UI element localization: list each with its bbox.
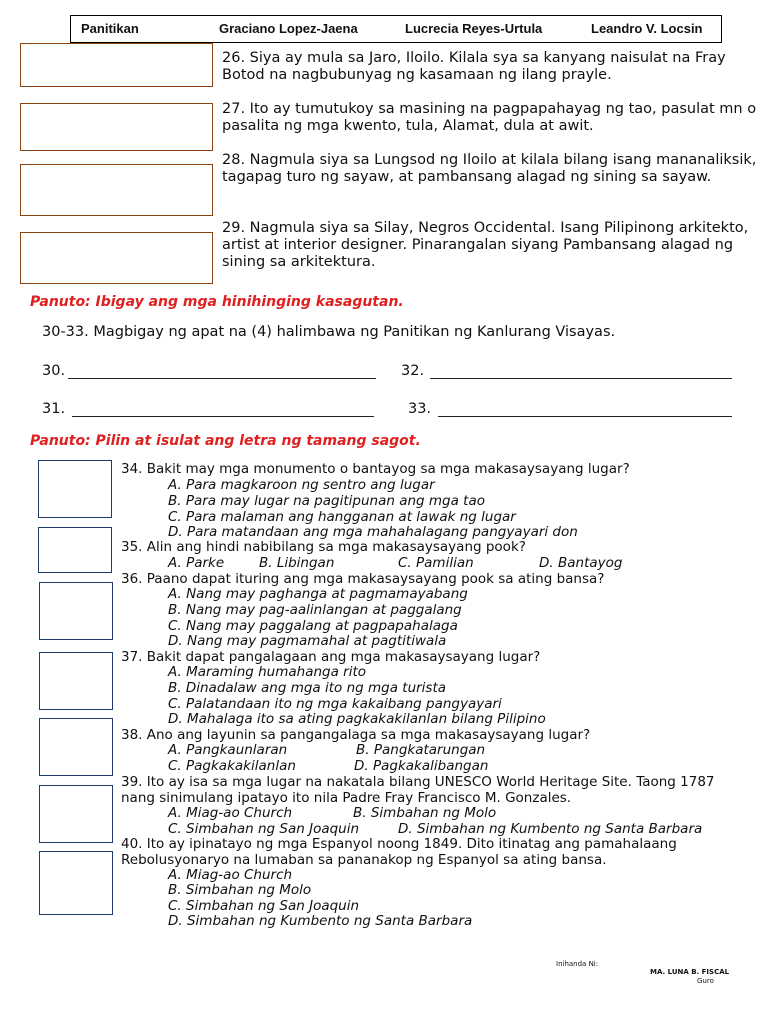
q35-option-c: C. Pamilian — [398, 555, 474, 571]
answer-box-35[interactable] — [38, 527, 112, 573]
answer-box-38[interactable] — [39, 718, 113, 776]
question-27: 27. Ito ay tumutukoy sa masining na pagpapahayag ng tao, pasulat mn o pasalita ng mga kwento, tula, Alamat, dula at awit. — [222, 101, 757, 134]
question-39: 39. Ito ay isa sa mga lugar na nakatala bilang UNESCO World Heritage Site. Taong 1787 nang sinimulang ipatayo ito nila Padre Fray Francisco M. Gonzales. — [121, 774, 715, 806]
question-38: 38. Ano ang layunin sa pangangalaga sa mga makasaysayang lugar? — [121, 727, 591, 743]
q34-option-c: C. Para malaman ang hangganan at lawak ng lugar — [168, 509, 516, 525]
choice-locsin: Leandro V. Locsin — [591, 21, 703, 36]
q40-option-c: C. Simbahan ng San Joaquin — [168, 898, 360, 914]
question-40: 40. Ito ay ipinatayo ng mga Espanyol noong 1849. Dito itinatag ang pamahalaang Rebolusyonaryo na lumaban sa pananakop ng Espanyol sa ating bansa. — [121, 836, 677, 868]
q35-option-b: B. Libingan — [259, 555, 335, 571]
blank-line-32[interactable] — [430, 378, 732, 379]
instruction-2: Panuto: Pilin at isulat ang letra ng tamang sagot. — [30, 433, 421, 449]
question-37: 37. Bakit dapat pangalagaan ang mga makasaysayang lugar? — [121, 649, 541, 665]
q34-option-a: A. Para magkaroon ng sentro ang lugar — [168, 477, 435, 493]
q36-option-c: C. Nang may paggalang at pagpapahalaga — [168, 618, 458, 634]
q36-option-d: D. Nang may pagmamahal at pagtitiwala — [168, 633, 447, 649]
q37-option-d: D. Mahalaga ito sa ating pagkakakilanlan bilang Pilipino — [168, 711, 546, 727]
blank-line-33[interactable] — [438, 416, 732, 417]
q39-option-c: C. Simbahan ng San Joaquin — [168, 821, 360, 837]
choice-lopez-jaena: Graciano Lopez-Jaena — [219, 21, 358, 36]
q39-option-b: B. Simbahan ng Molo — [353, 805, 497, 821]
question-28: 28. Nagmula siya sa Lungsod ng Iloilo at kilala bilang isang mananaliksik, tagapag turo ng sayaw, at pambansang alagad ng sining sa sayaw. — [222, 152, 757, 185]
answer-box-36[interactable] — [39, 582, 113, 640]
blank-label-33: 33. — [408, 401, 432, 417]
answer-box-37[interactable] — [39, 652, 113, 710]
answer-box-28[interactable] — [20, 164, 213, 216]
q37-option-b: B. Dinadalaw ang mga ito ng mga turista — [168, 680, 447, 696]
answer-box-40[interactable] — [39, 851, 113, 915]
q34-option-d: D. Para matandaan ang mga mahahalagang pangyayari don — [168, 524, 578, 540]
q40-option-a: A. Miag-ao Church — [168, 867, 293, 883]
answer-box-29[interactable] — [20, 232, 213, 284]
question-35: 35. Alin ang hindi nabibilang sa mga makasaysayang pook? — [121, 539, 526, 555]
answer-box-27[interactable] — [20, 103, 213, 151]
q39-option-a: A. Miag-ao Church — [168, 805, 293, 821]
q39-option-d: D. Simbahan ng Kumbento ng Santa Barbara — [398, 821, 703, 837]
q38-option-d: D. Pagkakalibangan — [354, 758, 489, 774]
answer-box-39[interactable] — [39, 785, 113, 843]
q37-option-a: A. Maraming humahanga rito — [168, 664, 367, 680]
blank-line-30[interactable] — [68, 378, 376, 379]
q40-option-d: D. Simbahan ng Kumbento ng Santa Barbara — [168, 913, 473, 929]
q38-option-a: A. Pangkaunlaran — [168, 742, 288, 758]
q37-option-c: C. Palatandaan ito ng mga kakaibang pangyayari — [168, 696, 502, 712]
instruction-1: Panuto: Ibigay ang mga hinihinging kasagutan. — [30, 294, 404, 310]
answer-box-26[interactable] — [20, 43, 213, 87]
q35-option-d: D. Bantayog — [539, 555, 623, 571]
choice-reyes-urtula: Lucrecia Reyes-Urtula — [405, 21, 543, 36]
question-36: 36. Paano dapat ituring ang mga makasaysayang pook sa ating bansa? — [121, 571, 605, 587]
q36-option-a: A. Nang may paghanga at pagmamayabang — [168, 586, 468, 602]
choices-header — [70, 15, 722, 43]
blank-label-32: 32. — [401, 363, 425, 379]
q35-option-a: A. Parke — [168, 555, 225, 571]
question-29: 29. Nagmula siya sa Silay, Negros Occidental. Isang Pilipinong arkitekto, artist at interior designer. Pinarangalan siyang Pambansang alagad ng sining sa arkitektura. — [222, 220, 749, 270]
q40-option-b: B. Simbahan ng Molo — [168, 882, 312, 898]
choice-panitikan: Panitikan — [81, 21, 139, 36]
question-26: 26. Siya ay mula sa Jaro, Iloilo. Kilala sya sa kanyang naisulat na Fray Botod na nagbubunyag ng kasamaan ng ilang prayle. — [222, 50, 726, 83]
q36-option-b: B. Nang may pag-aalinlangan at paggalang — [168, 602, 462, 618]
q38-option-c: C. Pagkakakilanlan — [168, 758, 296, 774]
prepared-by-label: Inihanda Ni: — [556, 960, 599, 968]
blank-line-31[interactable] — [72, 416, 374, 417]
question-34: 34. Bakit may mga monumento o bantayog sa mga makasaysayang lugar? — [121, 461, 630, 477]
teacher-title: Guro — [697, 977, 714, 985]
question-30-33: 30-33. Magbigay ng apat na (4) halimbawa ng Panitikan ng Kanlurang Visayas. — [42, 324, 616, 340]
teacher-name: MA. LUNA B. FISCAL — [650, 968, 730, 976]
answer-box-34[interactable] — [38, 460, 112, 518]
q34-option-b: B. Para may lugar na pagitipunan ang mga tao — [168, 493, 485, 509]
blank-label-30: 30. — [42, 363, 66, 379]
q38-option-b: B. Pangkatarungan — [356, 742, 486, 758]
blank-label-31: 31. — [42, 401, 66, 417]
